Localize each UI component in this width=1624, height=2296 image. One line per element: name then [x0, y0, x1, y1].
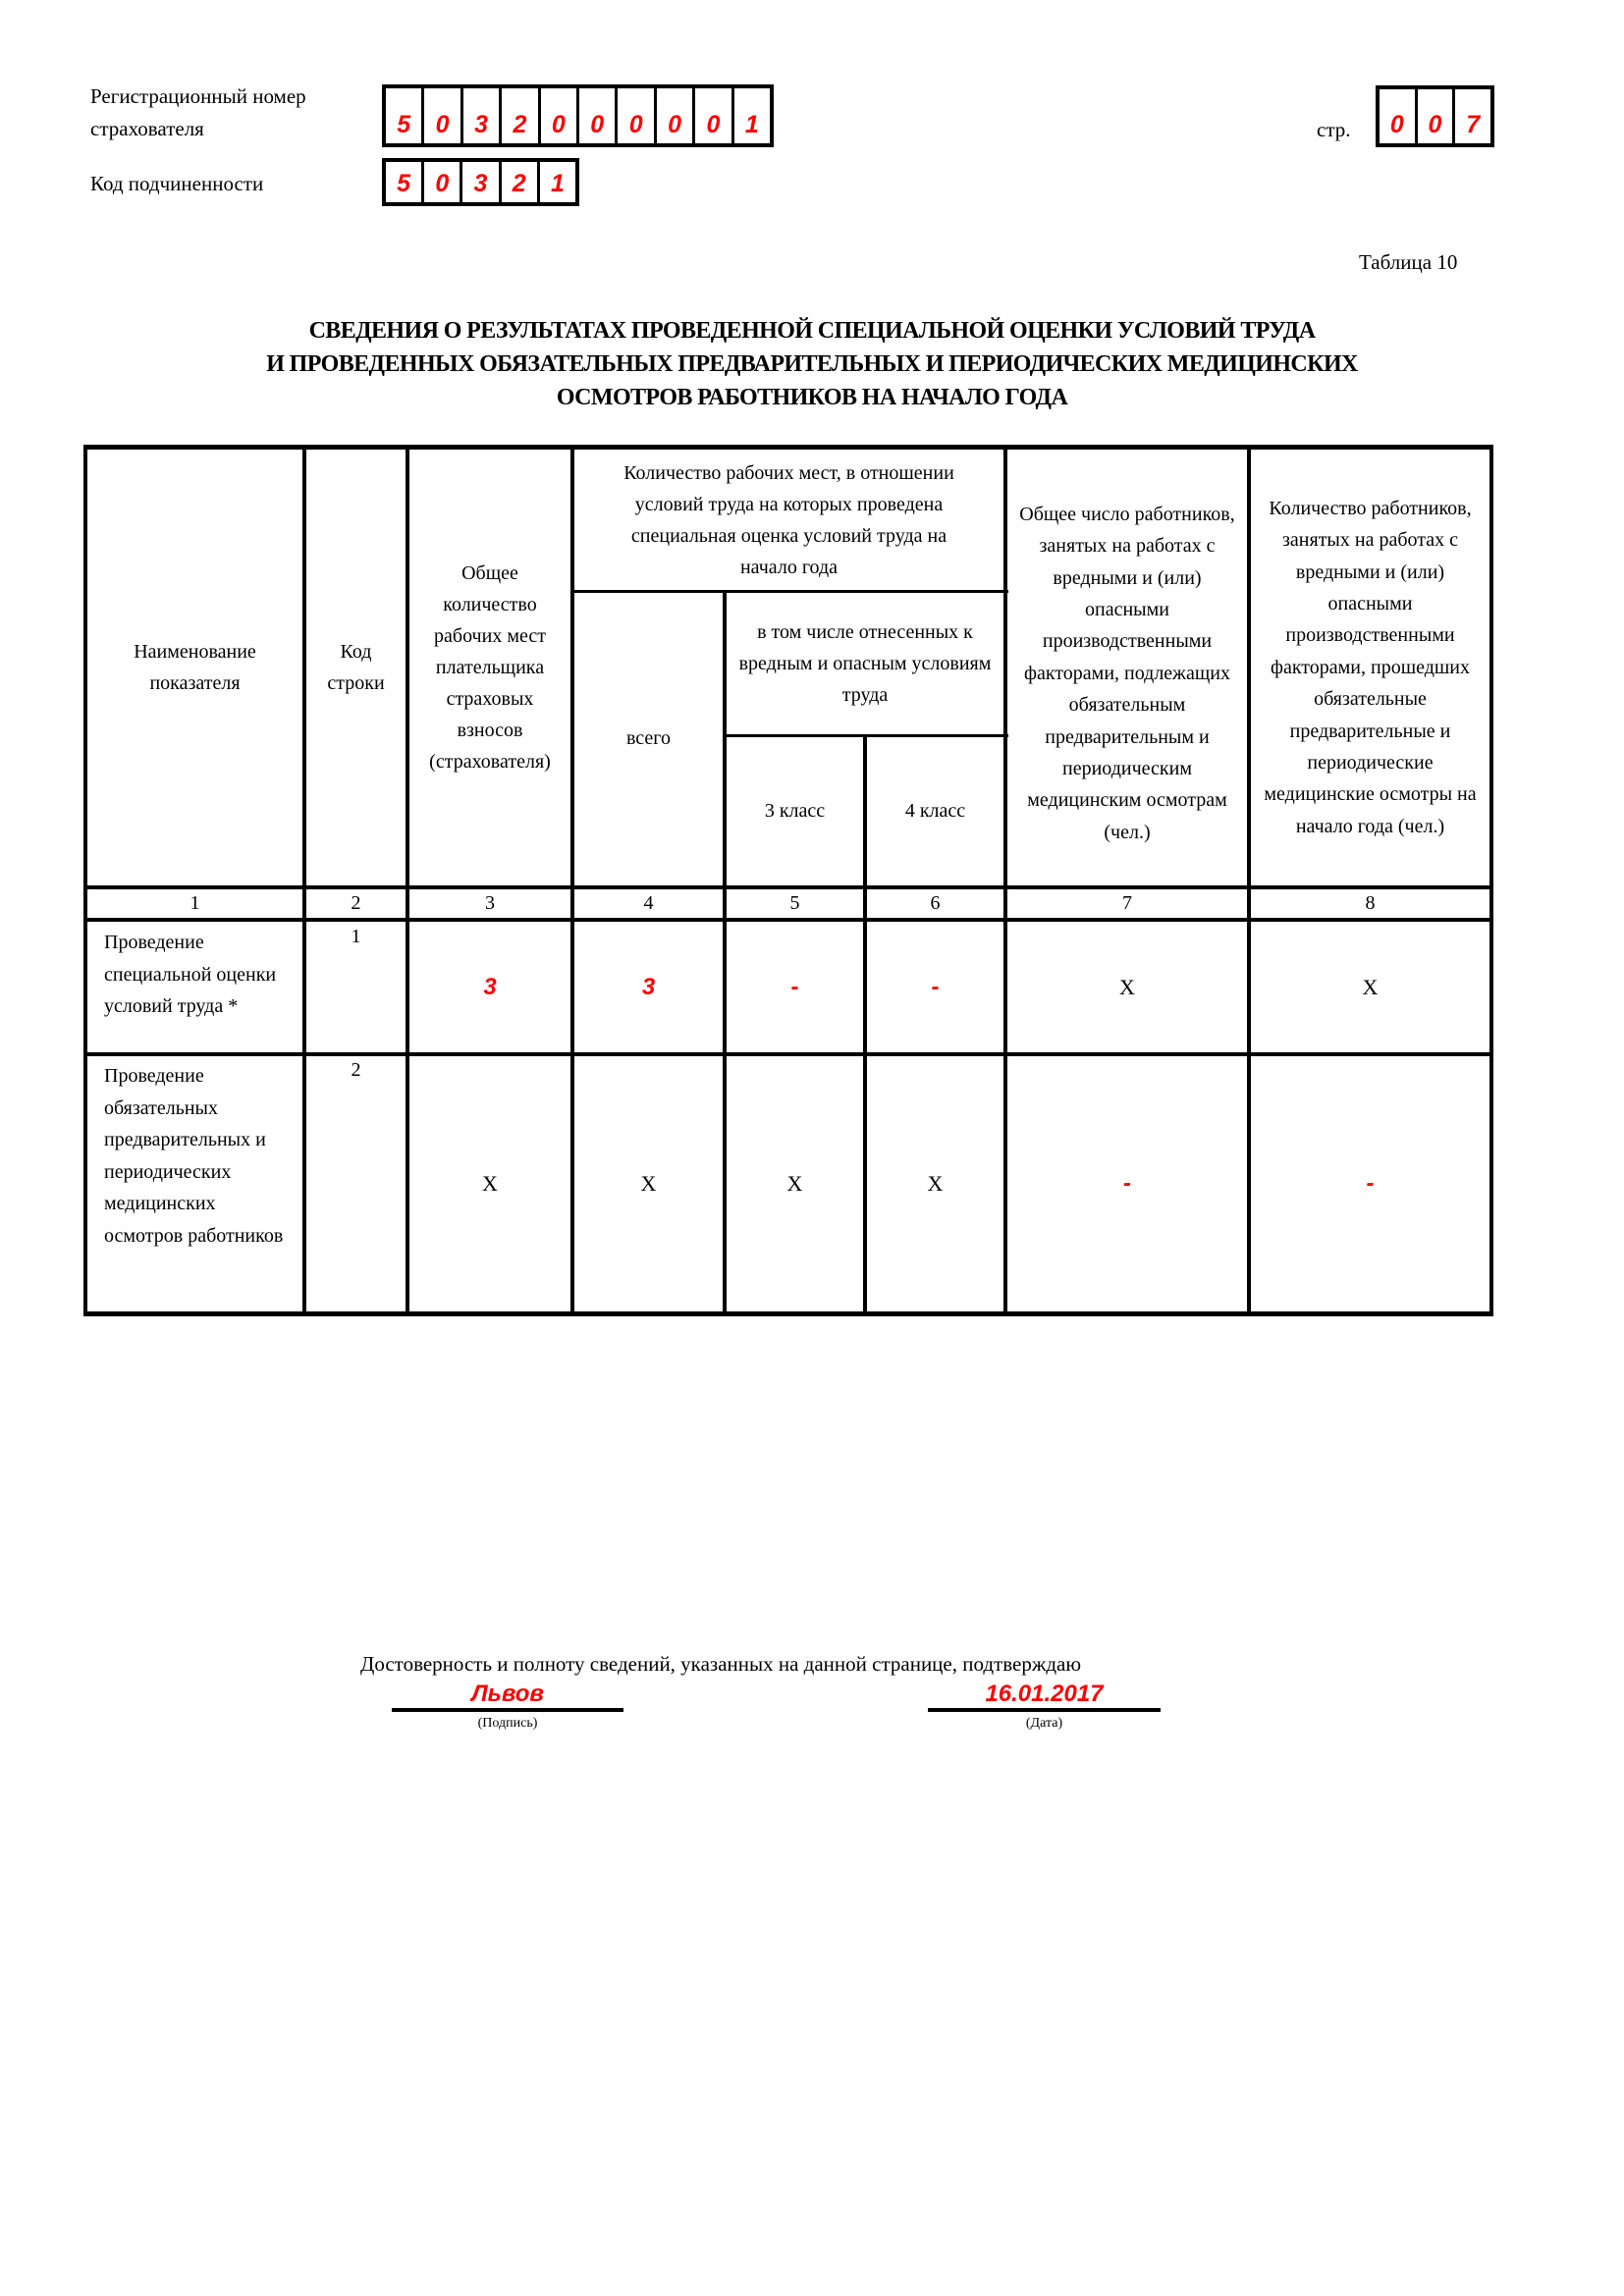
column-number: 1	[189, 891, 200, 914]
column-number: 2	[351, 891, 361, 914]
column-number: 7	[1122, 891, 1132, 914]
subordination-code-label: Код подчиненности	[90, 172, 264, 195]
row-1-col8-value: X	[1362, 974, 1379, 999]
date-value[interactable]: 16.01.2017	[985, 1681, 1104, 1707]
header-col5: 3 класс	[764, 799, 826, 822]
row-2-col3-value: X	[482, 1171, 498, 1197]
reg-digit: 0	[618, 88, 656, 143]
code-digit: 2	[502, 162, 540, 202]
header-col2: Код строки	[327, 641, 385, 694]
column-number: 8	[1365, 891, 1376, 914]
row-2-col7-value[interactable]: -	[1123, 1170, 1131, 1198]
header-col8: Количество работников, занятых на работах с вредными и (или) опасными производственными факторами, прошедших обязательные предварительные и периодические медицинские осмотры на начало года (чел.)	[1264, 497, 1477, 837]
row-1-col5-value[interactable]: -	[790, 973, 799, 1000]
header-group-5-6: в том числе отнесенных к вредным и опасным условиям труда	[738, 621, 992, 706]
row-2-col6-value: X	[927, 1171, 944, 1197]
row-2-name: Проведение обязательных предварительных и периодических медицинских осмотров работников	[104, 1065, 284, 1247]
reg-number-label-line2: страхователя	[90, 117, 204, 140]
header-col1: Наименование показателя	[134, 641, 256, 694]
row-1-col6-value[interactable]: -	[931, 973, 940, 1000]
table-border-bottom	[83, 1311, 1493, 1316]
code-digit: 1	[550, 170, 565, 197]
reg-digit: 0	[695, 88, 733, 143]
code-digit: 0	[424, 162, 462, 202]
signature-value[interactable]: Львов	[471, 1681, 544, 1707]
reg-digit: 0	[424, 88, 462, 143]
table-caption: Таблица 10	[1359, 250, 1458, 274]
header-col4: всего	[625, 727, 672, 750]
reg-digit: 5	[386, 88, 424, 143]
row-2-code: 2	[351, 1059, 361, 1081]
row-1-col3-value[interactable]: 3	[483, 973, 497, 1000]
reg-number-label-line1: Регистрационный номер	[90, 84, 306, 108]
title-line-1: СВЕДЕНИЯ О РЕЗУЛЬТАТАХ ПРОВЕДЕННОЙ СПЕЦИАЛЬНОЙ ОЦЕНКИ УСЛОВИЙ ТРУДА	[308, 318, 1316, 344]
page-label: стр.	[1317, 118, 1351, 141]
reg-digit: 3	[463, 88, 502, 143]
reg-digit: 0	[579, 88, 618, 143]
header-col3: Общее количество рабочих мест плательщика страховых взносов (страхователя)	[429, 562, 551, 773]
page-digit: 7	[1466, 111, 1481, 138]
page-digit: 0	[1380, 89, 1418, 143]
header-col7: Общее число работников, занятых на работах с вредными и (или) опасными производственными факторами, подлежащих обязательным предварительным и периодическим медицинским осмотрам (чел.)	[1019, 503, 1235, 843]
reg-digit: 0	[541, 88, 579, 143]
column-number: 4	[643, 891, 654, 914]
column-number: 3	[485, 891, 495, 914]
title-line-3: ОСМОТРОВ РАБОТНИКОВ НА НАЧАЛО ГОДА	[556, 385, 1068, 410]
column-number: 6	[930, 891, 941, 914]
reg-digit: 0	[657, 88, 695, 143]
table-border-right	[1489, 445, 1493, 1316]
signature-caption: (Подпись)	[477, 1716, 538, 1731]
row-2-col4-value: X	[640, 1171, 657, 1197]
row-1-name: Проведение специальной оценки условий труда *	[104, 932, 277, 1017]
column-number: 5	[789, 891, 800, 914]
date-line	[928, 1708, 1161, 1712]
row-1-col4-value[interactable]: 3	[641, 973, 656, 1000]
row-2-col5-value: X	[786, 1171, 803, 1197]
header-col6: 4 класс	[904, 799, 966, 822]
code-digit: 3	[462, 162, 501, 202]
header-group-4-6: Количество рабочих мест, в отношении условий труда на которых проведена специальная оценка условий труда на начало года	[623, 461, 954, 578]
code-digit: 5	[386, 162, 424, 202]
row-2-col8-value[interactable]: -	[1366, 1170, 1375, 1198]
title-line-2: И ПРОВЕДЕННЫХ ОБЯЗАТЕЛЬНЫХ ПРЕДВАРИТЕЛЬНЫХ И ПЕРИОДИЧЕСКИХ МЕДИЦИНСКИХ	[266, 351, 1358, 377]
row-1-col7-value: X	[1119, 974, 1135, 999]
signature-line	[392, 1708, 623, 1712]
date-caption: (Дата)	[1025, 1716, 1063, 1731]
reg-digit: 1	[744, 111, 759, 138]
reg-digit: 2	[502, 88, 540, 143]
row-1-code: 1	[351, 926, 361, 947]
page-digit: 0	[1418, 89, 1456, 143]
confirmation-text: Достоверность и полноту сведений, указанных на данной странице, подтверждаю	[360, 1652, 1082, 1676]
